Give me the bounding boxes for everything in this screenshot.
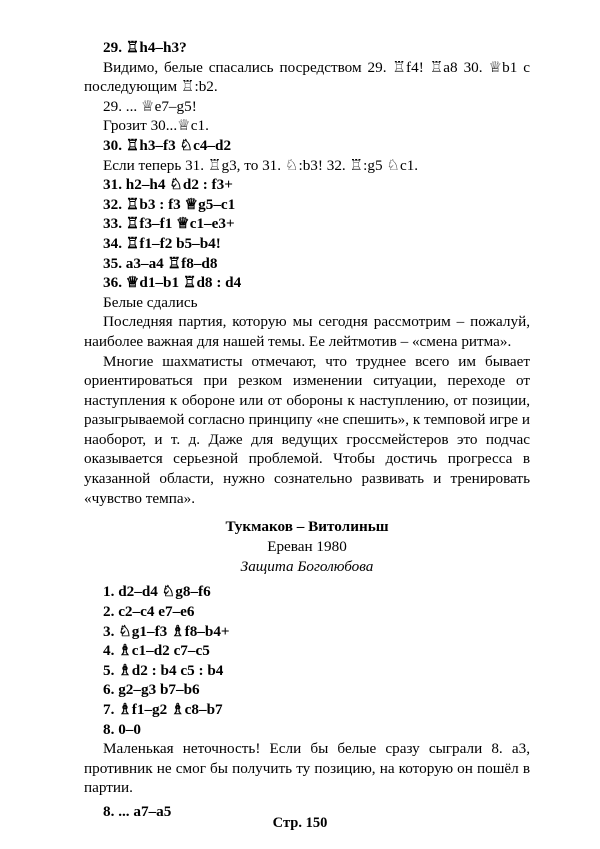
page-number: Стр. 150 (272, 815, 328, 831)
move-line: 30. ♖h3–f3 ♘c4–d2 (103, 136, 232, 154)
move-line: 35. a3–a4 ♖f8–d8 (103, 254, 218, 272)
game-place-year: Ереван 1980 (267, 538, 347, 556)
paragraph: Последняя партия, которую мы сегодня рассмотрим – пожалуй, наиболее важная для нашей темы. Ее лейтмотив – «смена ритма». (84, 313, 530, 350)
commentary: Грозит 30...♕c1. (103, 117, 209, 135)
move-line: 29. ♖h4–h3? (103, 39, 187, 56)
commentary: Если теперь 31. ♖g3, то 31. ♘:b3! 32. ♖:g5 ♘c1. (103, 156, 419, 174)
commentary: Маленькая неточность! Если бы белые сразу сыграли 8. a3, противник не смог бы получить ту позицию, на которую он пошёл в партии. (84, 740, 530, 797)
move-line: 7. ♗f1–g2 ♗c8–b7 (103, 701, 223, 718)
game-players: Тукмаков – Витолиньш (225, 518, 389, 536)
page-content (84, 38, 530, 822)
move-line: 8. 0–0 (103, 720, 141, 738)
move-line: 8. ... a7–a5 (103, 802, 172, 820)
result-line: Белые сдались (103, 293, 198, 311)
move-line: 2. c2–c4 e7–e6 (103, 603, 195, 621)
paragraph: Многие шахматисты отмечают, что труднее всего им бывает ориентироваться при резком изменении ситуации, переходе от наступления к обороне или от обороны к наступлению, от позиции, разыгрываемой согласно принципу «не спешить», к темповой игре и наоборот, и т. д. Даже для ведущих гроссмейстеров это подчас оказывается серьезной проблемой. Чтобы достичь прогресса в указанной области, нужно сознательно развивать и тренировать «чувство темпа». (84, 352, 530, 507)
move-line: 3. ♘g1–f3 ♗f8–b4+ (103, 622, 230, 640)
commentary: Видимо, белые спасались посредством 29. ♖f4! ♖a8 30. ♕b1 с последующим ♖:b2. (84, 58, 530, 96)
move-line: 29. ... ♕e7–g5! (103, 97, 197, 115)
move-line: 5. ♗d2 : b4 c5 : b4 (103, 661, 224, 679)
move-line: 33. ♖f3–f1 ♕c1–e3+ (103, 215, 235, 233)
move-line: 34. ♖f1–f2 b5–b4! (103, 234, 221, 252)
move-line: 4. ♗c1–d2 c7–c5 (103, 642, 210, 660)
move-line: 32. ♖b3 : f3 ♕g5–c1 (103, 195, 236, 213)
move-line: 6. g2–g3 b7–b6 (103, 681, 200, 699)
move-line: 1. d2–d4 ♘g8–f6 (103, 583, 211, 601)
move-line: 36. ♕d1–b1 ♖d8 : d4 (103, 274, 242, 292)
game-opening: Защита Боголюбова (240, 557, 374, 575)
move-line: 31. h2–h4 ♘d2 : f3+ (103, 176, 233, 194)
